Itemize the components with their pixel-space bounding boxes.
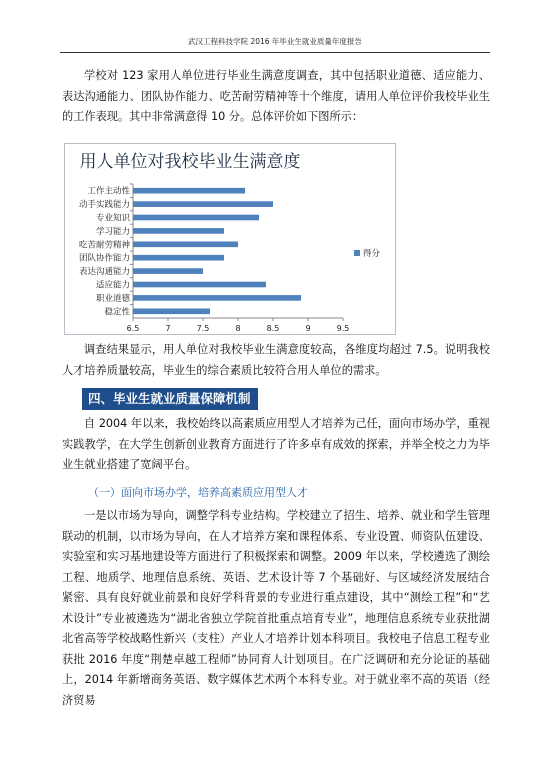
satisfaction-chart	[64, 143, 396, 335]
x-tick-label: 8	[235, 324, 241, 333]
subsection-heading: （一）面向市场办学，培养高素质应用型人才	[88, 486, 308, 499]
legend-label: 得分	[363, 249, 381, 259]
category-label: 工作主动性	[87, 186, 130, 197]
category-label: 职业道德	[95, 293, 130, 304]
category-label: 适应能力	[95, 280, 130, 291]
category-label: 吃苦耐劳精神	[78, 240, 130, 251]
bar	[133, 215, 259, 221]
chart-title: 用人单位对我校毕业生满意度	[79, 152, 301, 172]
bar	[133, 295, 301, 301]
bar	[133, 268, 203, 274]
bar	[133, 282, 266, 288]
category-label: 团队协作能力	[78, 253, 130, 264]
x-tick-label: 7	[165, 324, 171, 333]
bar	[133, 241, 238, 247]
legend-swatch	[354, 250, 360, 256]
section-heading: 四、毕业生就业质量保障机制	[82, 388, 258, 410]
bar	[133, 201, 273, 207]
x-tick-label: 9.5	[336, 324, 350, 333]
x-tick-label: 6.5	[126, 324, 140, 333]
category-label: 专业知识	[95, 213, 130, 224]
category-label: 稳定性	[104, 307, 130, 318]
result-paragraph: 调查结果显示，用人单位对我校毕业生满意度较高，各维度均超过 7.5。说明我校人才培养质量较高，毕业生的综合素质比较符合用人单位的需求。	[62, 343, 490, 377]
section-intro-paragraph: 自 2004 年以来，我校始终以高素质应用型人才培养为己任，面向市场办学，重视实践教学，在大学生创新创业教育方面进行了许多卓有成效的探索，并举全校之力为毕业生就业搭建了宽阔平台。	[62, 417, 490, 471]
category-label: 学习能力	[95, 226, 130, 237]
running-header: 武汉工程科技学院 2016 年毕业生就业质量年度报告	[188, 37, 362, 46]
body-paragraph: 一是以市场为导向，调整学科专业结构。学校建立了招生、培养、就业和学生管理联动的机制，以市场为导向，在人才培养方案和课程体系、专业设置、师资队伍建设、实验室和实习基地建设等方面进行了积极探索和调整。2009 年以来，学校遴选了测绘工程、地质学、地理信息系统、英语、艺术设计等 7 个基础好、与区域经济发展结合紧密、具有良好就业前景和良好学科背景的专业进行重点建设，其中“测绘工程”和“艺术设计”专业被遴选为“湖北省独立学院首批重点培育专业”，地理信息系统专业获批湖北省高等学校战略性新兴（支柱）产业人才培养计划本科项目。我校电子信息工程专业获批 2016 年度“荆楚卓越工程师”协同育人计划项目。在广泛调研和充分论证的基础上，2014 年新增商务英语、数字媒体艺术两个本科专业。对于就业率不高的英语（经济贸易	[62, 509, 490, 707]
bar	[133, 255, 224, 261]
bar	[133, 228, 224, 234]
chart-svg	[65, 144, 397, 336]
x-tick-label: 8.5	[266, 324, 280, 333]
intro-paragraph: 学校对 123 家用人单位进行毕业生满意度调查，其中包括职业道德、适应能力、表达沟通能力、团队协作能力、吃苦耐劳精神等十个维度，请用人单位评价我校毕业生的工作表现。其中非常满意得 10 分。总体评价如下图所示：	[62, 69, 490, 123]
bar	[133, 188, 245, 194]
x-tick-label: 9	[305, 324, 311, 333]
category-label: 动手实践能力	[78, 200, 130, 211]
category-label: 表达沟通能力	[78, 267, 130, 278]
bar	[133, 308, 210, 314]
header-rule	[60, 52, 490, 53]
x-tick-label: 7.5	[196, 324, 210, 333]
